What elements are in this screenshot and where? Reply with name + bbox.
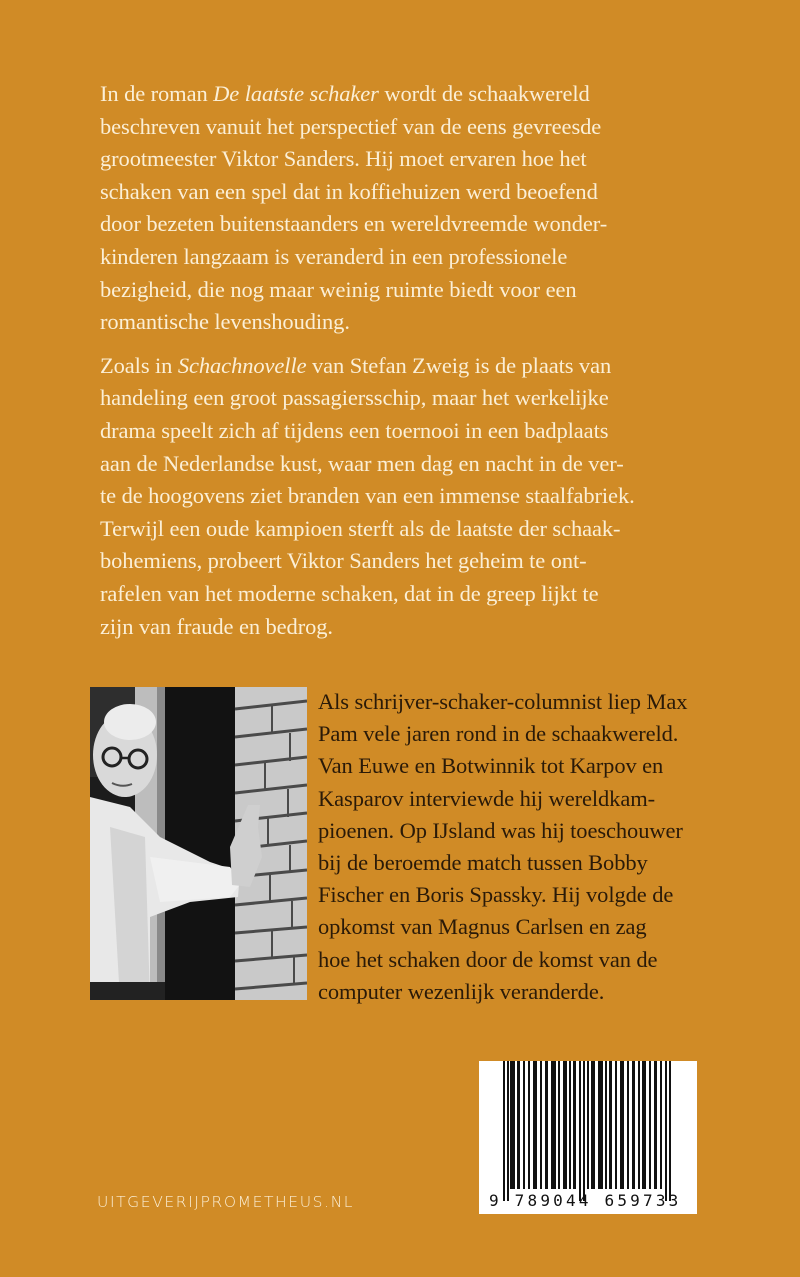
- text-line: bij de beroemde match tussen Bobby: [318, 850, 648, 876]
- text-line: rafelen van het moderne schaken, dat in de greep lijkt te: [100, 580, 599, 606]
- author-photo-image: [90, 687, 307, 1000]
- text-line: drama speelt zich af tijdens een toernooi in een badplaats: [100, 417, 609, 443]
- text-line: opkomst van Magnus Carlsen en zag: [318, 914, 647, 940]
- text-line: bohemiens, probeert Viktor Sanders het geheim te ont-: [100, 548, 587, 574]
- text-line: Van Euwe en Botwinnik tot Karpov en: [318, 753, 664, 779]
- text-line: aan de Nederlandse kust, waar men dag en nacht in de ver-: [100, 450, 624, 476]
- author-bio: [318, 686, 718, 1008]
- text-line: bezigheid, die nog maar weinig ruimte biedt voor een: [100, 276, 577, 302]
- blurb-paragraph-1: [100, 78, 720, 339]
- text-line: In de roman De laatste schaker wordt de schaakwereld: [100, 81, 590, 106]
- publisher-url: UITGEVERIJPROMETHEUS.NL: [97, 1193, 355, 1211]
- author-photo: [90, 687, 307, 1000]
- text-line: grootmeester Viktor Sanders. Hij moet ervaren hoe het: [100, 146, 587, 172]
- text-line: te de hoogovens ziet branden van een immense staalfabriek.: [100, 483, 635, 509]
- text-line: beschreven vanuit het perspectief van de eens gevreesde: [100, 113, 602, 139]
- text-line: Zoals in Schachnovelle van Stefan Zweig is de plaats van: [100, 352, 612, 378]
- text-line: computer wezenlijk veranderde.: [318, 978, 605, 1004]
- text-line: door bezeten buitenstaanders en wereldvreemde wonder-: [100, 211, 608, 237]
- text-line: kinderen langzaam is veranderd in een professionele: [100, 243, 568, 269]
- blurb-paragraph-2: [100, 350, 720, 643]
- referenced-title: Schachnovelle: [177, 352, 307, 378]
- text-line: Fischer en Boris Spassky. Hij volgde de: [318, 882, 674, 908]
- blurb-text: [100, 78, 720, 654]
- isbn-barcode: [479, 1061, 697, 1214]
- text-line: handeling een groot passagiersschip, maar het werkelijke: [100, 385, 609, 411]
- text-line: Als schrijver-schaker-columnist liep Max: [318, 689, 688, 714]
- text-line: zijn van fraude en bedrog.: [100, 613, 333, 639]
- text-line: schaken van een spel dat in koffiehuizen werd beoefend: [100, 178, 598, 204]
- text-line: hoe het schaken door de komst van de: [318, 946, 658, 972]
- text-line: Pam vele jaren rond in de schaakwereld.: [318, 721, 679, 747]
- text-line: Kasparov interviewde hij wereldkam-: [318, 785, 655, 811]
- isbn-number: 9 789044 659733: [489, 1191, 682, 1210]
- text-line: pioenen. Op IJsland was hij toeschouwer: [318, 817, 683, 843]
- text-line: Terwijl een oude kampioen sterft als de laatste der schaak-: [100, 515, 621, 541]
- book-title: De laatste schaker: [213, 81, 379, 106]
- text-line: romantische levenshouding.: [100, 309, 350, 335]
